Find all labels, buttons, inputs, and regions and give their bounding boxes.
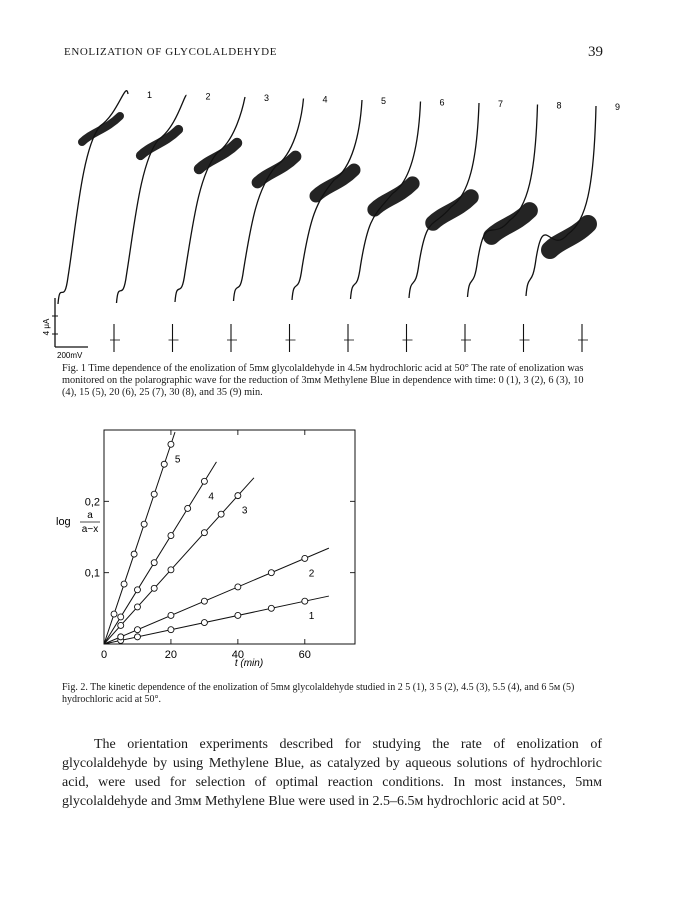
data-point xyxy=(168,612,174,618)
curve-label: 1 xyxy=(147,90,153,100)
data-point xyxy=(302,555,308,561)
curve-label: 9 xyxy=(615,102,621,112)
data-point xyxy=(218,511,224,517)
data-point xyxy=(131,551,137,557)
data-point xyxy=(118,622,124,628)
y-axis-label-main: log xyxy=(56,516,71,528)
curve-oscillation-band xyxy=(199,143,237,169)
x-tick-label: 20 xyxy=(164,649,178,661)
x-axis-label: t (min) xyxy=(234,658,264,669)
scale-current-label: 4 μA xyxy=(42,318,51,336)
curve-label: 2 xyxy=(205,91,211,102)
data-point xyxy=(201,530,207,536)
data-point xyxy=(302,598,308,604)
figure2-caption: Fig. 2. The kinetic dependence of the enolization of 5mм glycolaldehyde studied in 2 5 (1), 3 5 (2), 4.5 (3), 5.5 (4), and 6 5м (5) hydrochloric acid at 50°. xyxy=(62,682,575,705)
data-point xyxy=(141,521,147,527)
data-point xyxy=(201,620,207,626)
data-point xyxy=(168,441,174,447)
series-label: 1 xyxy=(308,611,315,623)
y-axis-label-numerator: a xyxy=(87,510,93,521)
data-point xyxy=(161,461,167,467)
scale-potential-label: 200mV xyxy=(57,351,83,360)
curve-label: 8 xyxy=(556,100,562,111)
y-tick-label: 0,2 xyxy=(84,496,100,509)
axis-ticks xyxy=(85,430,355,661)
data-point xyxy=(201,598,207,604)
data-point xyxy=(118,614,124,620)
scale-bar xyxy=(42,298,88,360)
polarogram-curve xyxy=(468,105,538,298)
polarogram-curve xyxy=(292,100,362,300)
curve-label: 4 xyxy=(322,94,328,105)
data-point xyxy=(168,567,174,573)
data-point xyxy=(151,560,157,566)
curve-oscillation-band xyxy=(375,184,413,210)
data-point xyxy=(121,581,127,587)
running-head: ENOLIZATION OF GLYCOLALDEHYDE xyxy=(64,46,278,58)
y-tick-label: 0,1 xyxy=(84,567,100,580)
series-line-3 xyxy=(104,478,254,644)
data-point xyxy=(111,611,117,617)
series-label: 3 xyxy=(241,505,248,517)
curve-oscillation-band xyxy=(550,224,588,250)
series-label: 5 xyxy=(174,454,181,466)
data-point xyxy=(151,585,157,591)
x-tick-label: 0 xyxy=(100,649,108,661)
curve-oscillation-band xyxy=(141,130,179,156)
page-number: 39 xyxy=(588,44,603,60)
curve-label: 3 xyxy=(264,93,270,103)
data-point xyxy=(134,634,140,640)
polarogram-curve xyxy=(234,99,304,302)
data-point xyxy=(185,505,191,511)
data-point xyxy=(268,605,274,611)
data-point xyxy=(168,627,174,633)
data-point xyxy=(134,604,140,610)
x-tick-label: 40 xyxy=(231,649,244,661)
polarogram-figure xyxy=(42,72,640,362)
curve-label: 7 xyxy=(498,99,504,109)
curve-oscillation-band xyxy=(492,211,530,237)
kinetic-chart xyxy=(50,410,390,672)
figure1-caption: Fig. 1 Time dependence of the enolization of 5mм glycolaldehyde in 4.5м hydrochloric acid at 50° The rate of enolization was monitored on the polarographic wave for the reduction of 3mм Methylene Blue in dependence with time: 0 (1), 3 (2), 6 (3), 10 (4), 15 (5), 20 (6), 25 (7), 30 (8), and 35 (9) min. xyxy=(62,363,584,398)
curve-label: 5 xyxy=(381,96,387,106)
polarographic-curves xyxy=(58,90,620,352)
chart-series xyxy=(104,432,329,644)
data-point xyxy=(134,627,140,633)
data-point xyxy=(201,478,207,484)
curve-oscillation-band xyxy=(316,170,354,196)
x-tick-label: 60 xyxy=(298,649,311,661)
series-label: 4 xyxy=(208,491,214,503)
body-paragraph: The orientation experiments described for studying the rate of enolization of glycolaldehyde by using Methylene Blue, as catalyzed by aqueous solutions of hydrochloric acid, were used for selection of optimal reaction conditions. In most instances, 5mм glycolaldehyde and 3mм Methylene Blue were used in 2.5–6.5м hydrochloric acid at 50°. xyxy=(62,737,602,809)
data-point xyxy=(118,634,124,640)
curve-oscillation-band xyxy=(433,197,471,223)
data-point xyxy=(235,584,241,590)
curve-oscillation-band xyxy=(82,116,120,142)
curve-oscillation-band xyxy=(258,157,296,183)
data-point xyxy=(235,612,241,618)
y-axis-label-denominator: a−x xyxy=(81,524,99,535)
series-label: 2 xyxy=(308,568,315,580)
data-point xyxy=(268,570,274,576)
y-axis-label xyxy=(56,510,100,535)
data-point xyxy=(151,491,157,497)
data-point xyxy=(134,587,140,593)
polarogram-curve xyxy=(175,97,245,302)
curve-label: 6 xyxy=(439,97,445,108)
data-point xyxy=(168,533,174,539)
plot-frame xyxy=(104,430,355,644)
data-point xyxy=(235,493,241,499)
